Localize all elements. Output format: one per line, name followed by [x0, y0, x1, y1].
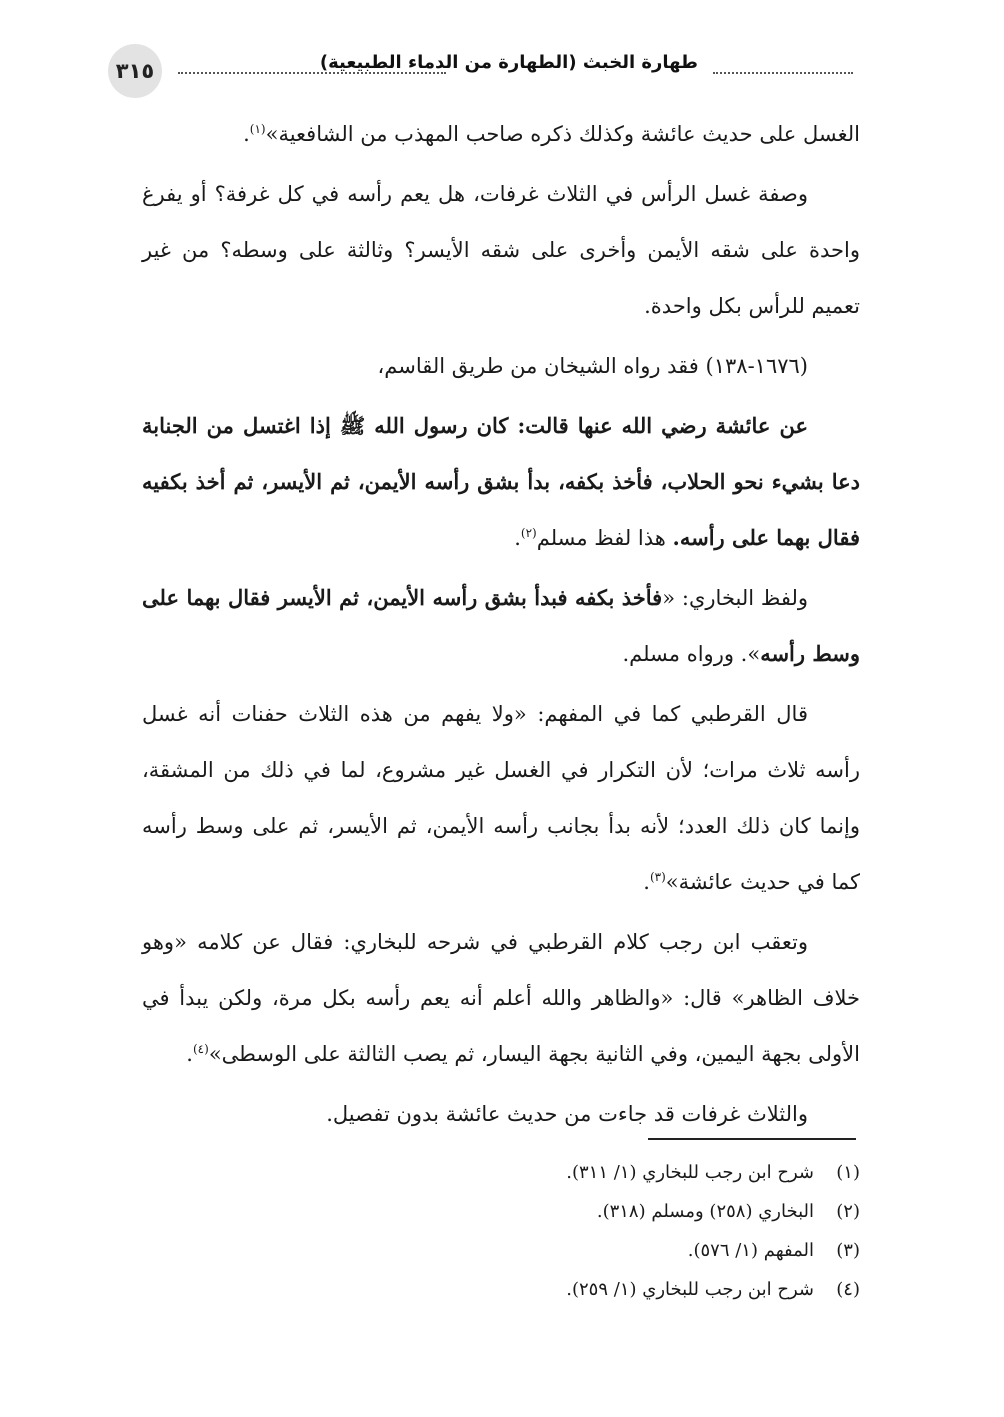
paragraph-3: (١٦٧٦-١٣٨) فقد رواه الشيخان من طريق القاسم،	[377, 354, 808, 378]
header-dotted-leader-right	[713, 72, 853, 74]
footnote-3-text: المفهم (١/ ٥٧٦).	[687, 1240, 814, 1261]
paragraph-5-end: ». ورواه مسلم.	[622, 642, 761, 666]
footnote-2-number: (٢)	[836, 1201, 860, 1222]
page-number: ٣١٥	[115, 59, 155, 83]
paragraph-7: وتعقب ابن رجب كلام القرطبي في شرحه للبخاري: فقال عن كلامه «وهو خلاف الظاهر» قال: «والظاهر والله أعلم أنه يعم رأسه بكل مرة، ولكن يبدأ في الأولى بجهة اليمين، وفي الثانية بجهة اليسار، ثم يصب الثالثة على الوسطى»$^{(٤)}$.	[142, 930, 860, 1066]
footnote-2	[142, 1192, 860, 1231]
footnote-2-text: البخاري (٢٥٨) ومسلم (٣١٨).	[596, 1201, 814, 1222]
paragraph-4: عن عائشة رضي الله عنها قالت: كان رسول الله ﷺ إذا اغتسل من الجنابة دعا بشيء نحو الحلاب، فأخذ بكفه، بدأ بشق رأسه الأيمن، ثم الأيسر، ثم أخذ بكفيه فقال بهما على رأسه. هذا لفظ مسلم$^{(٢)}$.	[142, 413, 860, 550]
paragraph-4-tail: هذا لفظ مسلم	[536, 526, 673, 550]
page-number-badge	[108, 44, 162, 98]
footnote-separator	[648, 1138, 856, 1140]
running-title: طهارة الخبث (الطهارة من الدماء الطبيعية)	[319, 52, 698, 73]
footnote-4-number: (٤)	[836, 1279, 860, 1300]
paragraph-7-text: وتعقب ابن رجب كلام القرطبي في شرحه للبخاري: فقال عن كلامه «وهو خلاف الظاهر» قال: «والظاهر والله أعلم أنه يعم رأسه بكل مرة، ولكن يبدأ في الأولى بجهة اليمين، وفي الثانية بجهة اليسار، ثم يصب الثالثة على الوسطى»	[142, 930, 860, 1066]
page-header	[108, 44, 853, 98]
paragraph-8: والثلاث غرفات قد جاءت من حديث عائشة بدون تفصيل.	[326, 1102, 808, 1126]
paragraph-5-start: ولفظ البخاري: «	[662, 586, 808, 610]
paragraph-6: قال القرطبي كما في المفهم: «ولا يفهم من هذه الثلاث حفنات أنه غسل رأسه ثلاث مرات؛ لأن التكرار في الغسل غير مشروع، لما في ذلك من المشقة، وإنما كان ذلك العدد؛ لأنه بدأ بجانب رأسه الأيمن، ثم الأيسر، ثم على وسط رأسه كما في حديث عائشة»$^{(٣)}$.	[142, 702, 860, 894]
footnote-1	[142, 1153, 860, 1192]
footnote-ref-4[interactable]: (٤)	[192, 1042, 209, 1056]
paragraph-6-text: قال القرطبي كما في المفهم: «ولا يفهم من هذه الثلاث حفنات أنه غسل رأسه ثلاث مرات؛ لأن التكرار في الغسل غير مشروع، لما في ذلك من المشقة، وإنما كان ذلك العدد؛ لأنه بدأ بجانب رأسه الأيمن، ثم الأيسر، ثم على وسط رأسه كما في حديث عائشة»	[142, 702, 860, 894]
footnote-ref-2[interactable]: (٢)	[520, 526, 537, 540]
footnote-3-number: (٣)	[836, 1240, 860, 1261]
hadith-text: عن عائشة رضي الله عنها قالت: كان رسول الله ﷺ إذا اغتسل من الجنابة دعا بشيء نحو الحلاب، فأخذ بكفه، بدأ بشق رأسه الأيمن، ثم الأيسر، ثم أخذ بكفيه فقال بهما على رأسه.	[142, 413, 860, 550]
footnote-4	[142, 1270, 860, 1309]
footnote-1-number: (١)	[836, 1162, 860, 1183]
footnote-ref-1[interactable]: (١)	[249, 122, 266, 136]
footnote-3	[142, 1231, 860, 1270]
footnote-4-text: شرح ابن رجب للبخاري (١/ ٢٥٩).	[566, 1279, 814, 1300]
footnote-ref-3[interactable]: (٣)	[649, 870, 666, 884]
bukhari-wording: فأخذ بكفه فبدأ بشق رأسه الأيمن، ثم الأيسر فقال بهما على وسط رأسه	[142, 585, 860, 666]
footnotes	[142, 1153, 860, 1309]
paragraph-5	[142, 570, 860, 682]
footnote-1-text: شرح ابن رجب للبخاري (١/ ٣١١).	[566, 1162, 814, 1183]
paragraph-2: وصفة غسل الرأس في الثلاث غرفات، هل يعم رأسه في كل غرفة؟ أو يفرغ واحدة على شقه الأيمن وأخرى على شقه الأيسر؟ وثالثة على وسطه؟ من غير تعميم للرأس بكل واحدة.	[142, 182, 860, 318]
main-text	[142, 106, 860, 1146]
paragraph-1: الغسل على حديث عائشة وكذلك ذكره صاحب المهذب من الشافعية»$^{(١)}$.	[243, 122, 860, 146]
paragraph-1-text: الغسل على حديث عائشة وكذلك ذكره صاحب المهذب من الشافعية»	[265, 122, 860, 146]
